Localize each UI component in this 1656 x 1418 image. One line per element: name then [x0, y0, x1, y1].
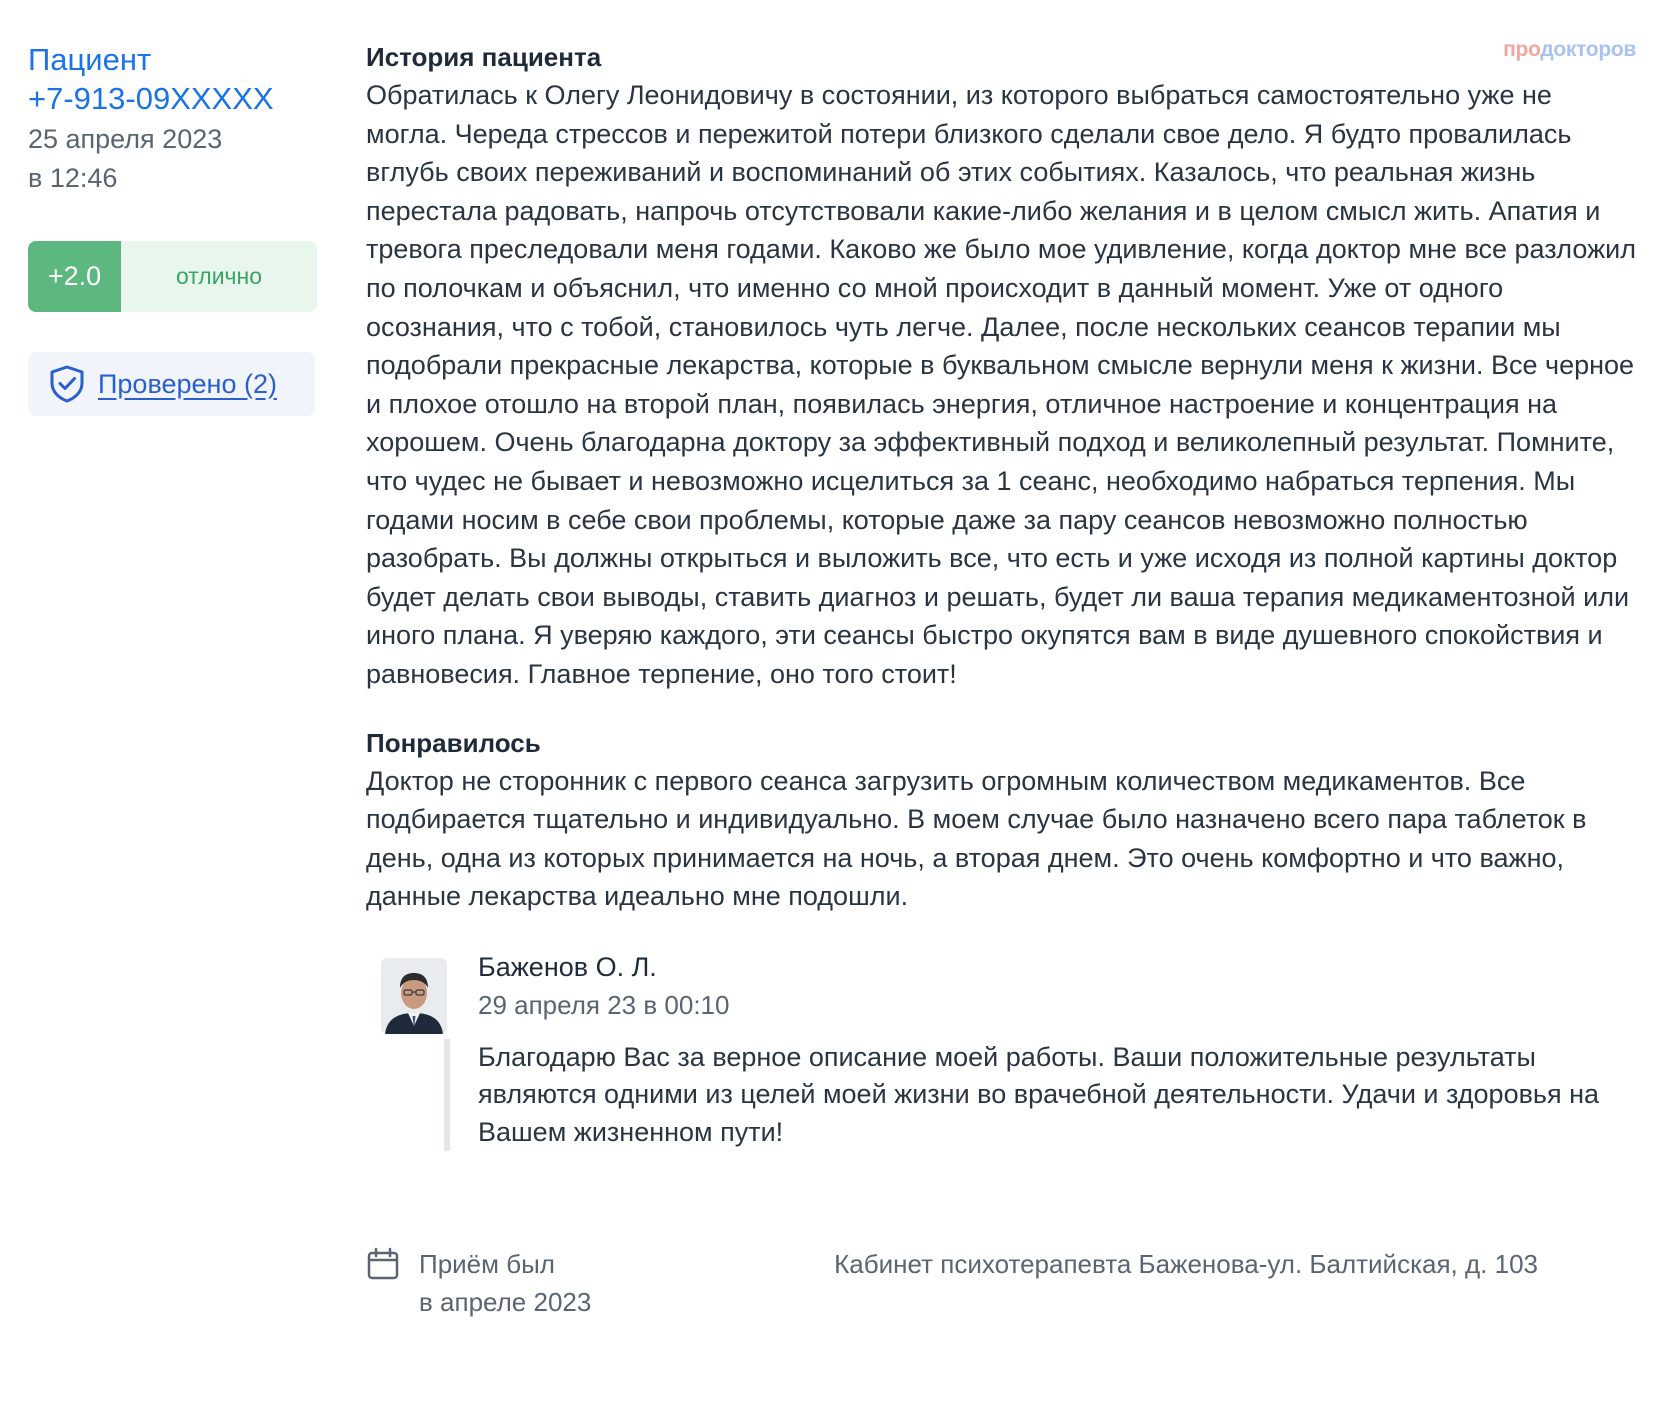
history-title: История пациента: [366, 42, 602, 72]
author-phone: +7-913-09XXXXX: [28, 81, 274, 116]
review-footer: [366, 1247, 1538, 1327]
review-body: [366, 38, 1636, 1168]
history-text: Обратилась к Олегу Леонидовичу в состоянии, из которого выбраться самостоятельно уже не могла. Череда стрессов и пережитой потери близкого сделали свое дело. Я будто провалилась вглубь своих переживаний и воспоминаний об этих событиях. Казалось, что реальная жизнь перестала радовать, напрочь отсутствовали какие-либо желания и в целом смысл жить. Апатия и тревога преследовали меня годами. Каково же было мое удивление, когда доктор мне все разложил по полочкам и объяснил, что именно со мной происходит в данный момент. Уже от одного осознания, что с тобой, становилось чуть легче. Далее, после нескольких сеансов терапии мы подобрали прекрасные лекарства, которые в буквальном смысле вернули меня к жизни. Все черное и плохое отошло на второй план, появилась энергия, отличное настроение и концентрация на хорошем. Очень благодарна доктору за эффективный подход и великолепный результат. Помните, что чудес не бывает и невозможно исцелиться за 1 сеанс, необходимо набраться терпения. Мы годами носим в себе свои проблемы, которые даже за пару сеансов невозможно полностью разобрать. Вы должны открыться и выложить все, что есть и уже исходя из полной картины доктор будет делать свои выводы, ставить диагноз и решать, будет ли ваша терапия медикаментозной или иного плана. Я уверяю каждого, эти сеансы быстро окупятся вам в виде душевного спокойствия и равновесия. Главное терпение, оно того стоит!: [366, 80, 1636, 689]
visit-date: [419, 1245, 591, 1321]
doctor-reply: [366, 948, 1636, 1168]
verified-button[interactable]: [28, 352, 315, 416]
liked-title: Понравилось: [366, 727, 541, 758]
author-name: Пациент: [28, 42, 152, 77]
reply-date: 29 апреля 23 в 00:10: [478, 989, 730, 1020]
verified-link[interactable]: Проверено (2): [98, 368, 277, 399]
liked-text: Доктор не сторонник с первого сеанса загрузить огромным количеством медикаментов. Все подбирается тщательно и индивидуально. В моем случае было назначено всего пара таблеток в день, одна из которых принимается на ночь, а вторая днем. Это очень комфортно и что важно, данные лекарства идеально мне подошли.: [366, 765, 1587, 912]
reply-quote: [444, 1039, 1608, 1152]
review-author-column: [28, 40, 328, 416]
review-date-day: 25 апреля 2023: [28, 124, 223, 154]
logo-part-doc: докторов: [1540, 38, 1636, 61]
review-date-time: в 12:46: [28, 163, 118, 193]
rating-score: +2.0: [28, 241, 121, 312]
doctor-avatar[interactable]: [381, 958, 447, 1034]
review-date: [28, 120, 328, 198]
logo-part-pro: про: [1503, 38, 1541, 61]
calendar-icon: [366, 1247, 400, 1281]
visit-month: в апреле 2023: [419, 1287, 592, 1317]
author-name-link[interactable]: [28, 40, 328, 118]
doctor-name[interactable]: Баженов О. Л.: [478, 951, 657, 982]
shield-check-icon: [48, 364, 86, 404]
history-section: [366, 38, 1636, 694]
visit-label: Приём был: [419, 1249, 555, 1279]
clinic-address[interactable]: Кабинет психотерапевта Баженова-ул. Балтийская, д. 103: [834, 1249, 1538, 1279]
rating-label: отлично: [175, 263, 263, 289]
reply-header: [478, 948, 729, 1024]
reply-text: Благодарю Вас за верное описание моей работы. Ваши положительные результаты являются одними из целей моей жизни во врачебной деятельности. Удачи и здоровья на Вашем жизненном пути!: [478, 1041, 1600, 1147]
liked-section: [366, 724, 1636, 916]
rating-badge: [28, 241, 317, 312]
